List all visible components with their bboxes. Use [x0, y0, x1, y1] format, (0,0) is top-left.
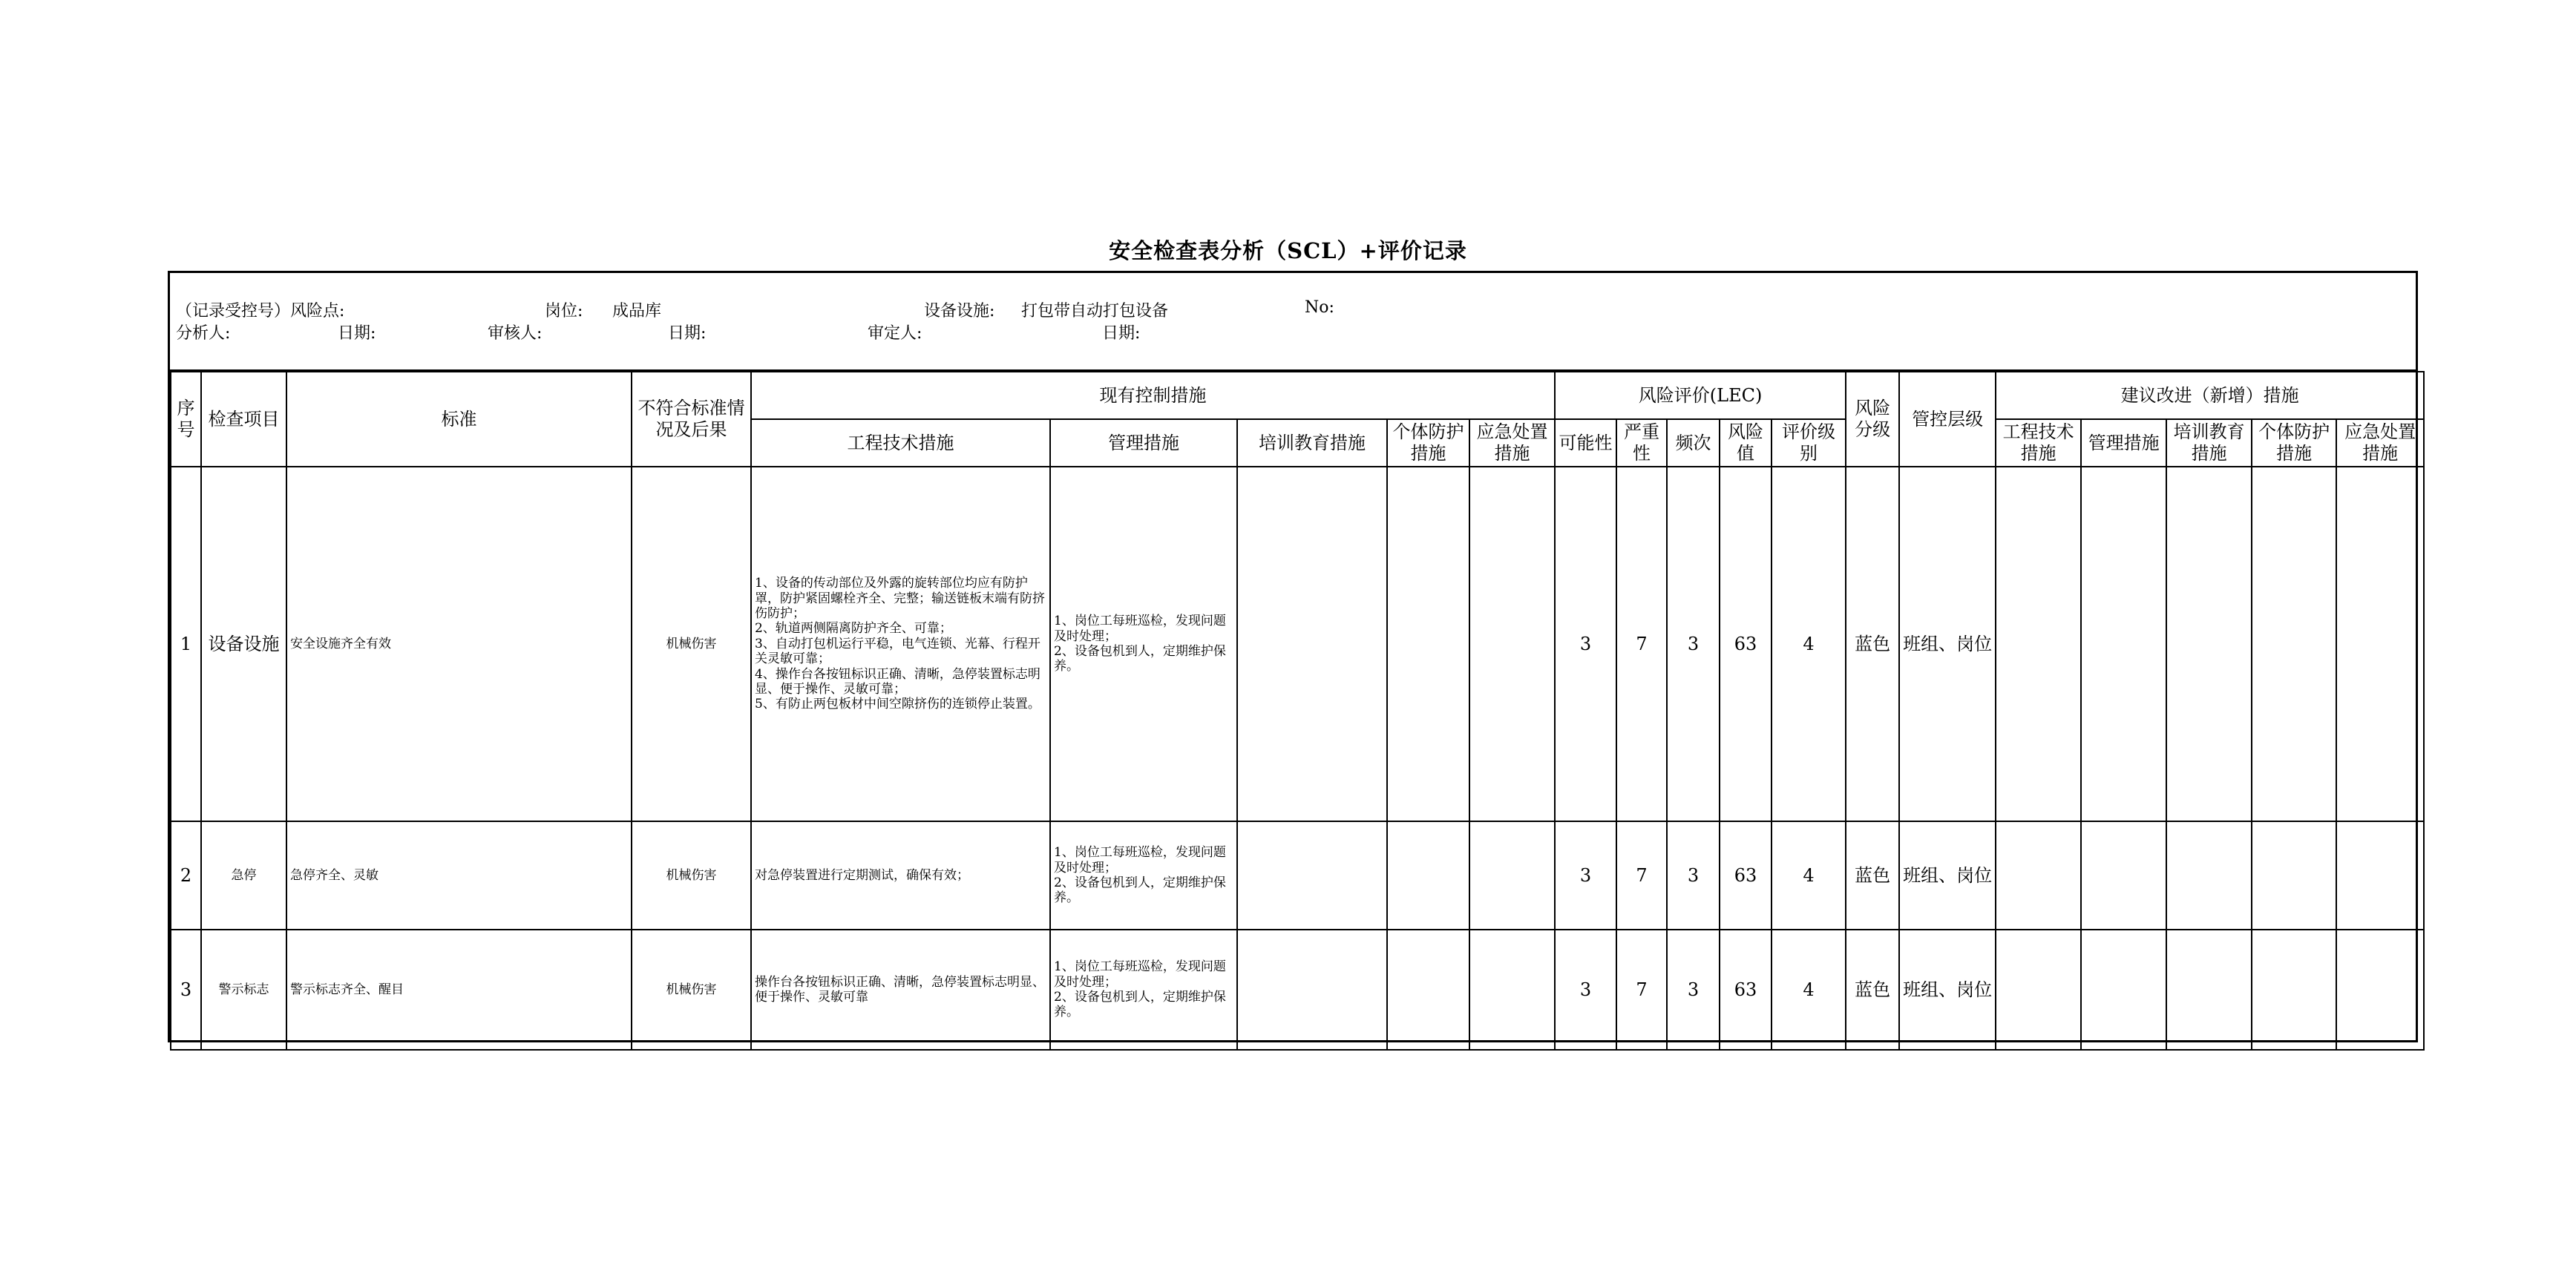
cell-training [1237, 821, 1387, 930]
cell-risk-value: 63 [1720, 930, 1772, 1050]
cell-ppe [1387, 821, 1469, 930]
header-s-ppe: 个体防护措施 [2252, 419, 2336, 467]
cell-emergency [1469, 930, 1555, 1050]
cell-item: 急停 [201, 821, 286, 930]
cell-standard: 警示标志齐全、醒目 [286, 930, 632, 1050]
cell-s-emergency [2336, 930, 2424, 1050]
cell-s-eng [1996, 930, 2081, 1050]
header-l: 可能性 [1555, 419, 1616, 467]
cell-s: 7 [1616, 930, 1667, 1050]
cell-s-ppe [2252, 821, 2336, 930]
header-mgmt: 管理措施 [1050, 419, 1237, 467]
header-emergency: 应急处置措施 [1469, 419, 1555, 467]
cell-s-mgmt [2081, 821, 2166, 930]
header-risk-class: 风险分级 [1846, 372, 1899, 467]
equipment-value: 打包带自动打包设备 [1021, 302, 1169, 321]
cell-nonconform: 机械伤害 [632, 821, 751, 930]
cell-s-ppe [2252, 930, 2336, 1050]
cell-eng: 操作台各按钮标识正确、清晰，急停装置标志明显、便于操作、灵敏可靠 [751, 930, 1050, 1050]
header-training: 培训教育措施 [1237, 419, 1387, 467]
header-control-level: 管控层级 [1899, 372, 1996, 467]
analyst-label: 分析人: [176, 324, 231, 343]
header-risk-eval: 风险评价(LEC) [1555, 372, 1846, 419]
cell-risk-value: 63 [1720, 821, 1772, 930]
cell-item: 警示标志 [201, 930, 286, 1050]
cell-training [1237, 930, 1387, 1050]
header-s-eng: 工程技术措施 [1996, 419, 2081, 467]
header-ppe: 个体防护措施 [1387, 419, 1469, 467]
record-label: （记录受控号）风险点: [176, 302, 345, 321]
approver-label: 审定人: [868, 324, 922, 343]
info-block [170, 273, 2416, 371]
header-s-emergency: 应急处置措施 [2336, 419, 2424, 467]
cell-l: 3 [1555, 821, 1616, 930]
cell-s-emergency [2336, 821, 2424, 930]
cell-nonconform: 机械伤害 [632, 467, 751, 821]
cell-ppe [1387, 930, 1469, 1050]
post-label: 岗位: [545, 302, 583, 321]
cell-seq: 3 [171, 930, 201, 1050]
cell-control-level: 班组、岗位 [1899, 467, 1996, 821]
cell-emergency [1469, 821, 1555, 930]
header-item: 检查项目 [201, 372, 286, 467]
date-label-3: 日期: [1102, 324, 1141, 343]
date-label-1: 日期: [338, 324, 376, 343]
cell-eng: 对急停装置进行定期测试，确保有效； [751, 821, 1050, 930]
header-s-mgmt: 管理措施 [2081, 419, 2166, 467]
cell-risk-class: 蓝色 [1846, 930, 1899, 1050]
cell-mgmt: 1、岗位工每班巡检，发现问题及时处理； 2、设备包机到人，定期维护保养。 [1050, 467, 1237, 821]
cell-s: 7 [1616, 821, 1667, 930]
cell-emergency [1469, 467, 1555, 821]
cell-ppe [1387, 467, 1469, 821]
cell-s-eng [1996, 467, 2081, 821]
cell-s-ppe [2252, 467, 2336, 821]
cell-f: 3 [1667, 467, 1720, 821]
header-nonconform: 不符合标准情 况及后果 [632, 372, 751, 467]
cell-control-level: 班组、岗位 [1899, 821, 1996, 930]
scl-sheet [168, 271, 2418, 1042]
header-f: 频次 [1667, 419, 1720, 467]
page-title: 安全检查表分析（SCL）+评价记录 [1109, 238, 1467, 263]
cell-nonconform: 机械伤害 [632, 930, 751, 1050]
cell-standard: 安全设施齐全有效 [286, 467, 632, 821]
cell-risk-class: 蓝色 [1846, 467, 1899, 821]
cell-s-eng [1996, 821, 2081, 930]
table-row [171, 821, 2424, 930]
table-row [171, 930, 2424, 1050]
header-seq: 序号 [171, 372, 201, 467]
reviewer-label: 审核人: [488, 324, 543, 343]
header-eval-level: 评价级别 [1772, 419, 1846, 467]
cell-standard: 急停齐全、灵敏 [286, 821, 632, 930]
cell-f: 3 [1667, 821, 1720, 930]
header-standard: 标准 [286, 372, 632, 467]
date-label-2: 日期: [668, 324, 707, 343]
cell-s-emergency [2336, 467, 2424, 821]
header-s: 严重性 [1616, 419, 1667, 467]
cell-l: 3 [1555, 467, 1616, 821]
cell-training [1237, 467, 1387, 821]
no-label: No: [1305, 298, 1334, 317]
cell-control-level: 班组、岗位 [1899, 930, 1996, 1050]
cell-s-training [2166, 467, 2252, 821]
cell-s-training [2166, 930, 2252, 1050]
header-s-training: 培训教育措施 [2166, 419, 2252, 467]
cell-eval-level: 4 [1772, 930, 1846, 1050]
cell-eng: 1、设备的传动部位及外露的旋转部位均应有防护罩，防护紧固螺栓齐全、完整；输送链板末端有防挤伤防护； 2、轨道两侧隔离防护齐全、可靠； 3、自动打包机运行平稳，电气连锁、光幕、行程开关灵敏可靠； 4、操作台各按钮标识正确、清晰，急停装置标志明显、便于操作、灵敏可靠； 5、有防止两包板材中间空隙挤伤的连锁停止装置。 [751, 467, 1050, 821]
equipment-label: 设备设施: [924, 302, 995, 321]
cell-l: 3 [1555, 930, 1616, 1050]
cell-f: 3 [1667, 930, 1720, 1050]
header-suggest: 建议改进（新增）措施 [1996, 372, 2424, 419]
header-current-controls: 现有控制措施 [751, 372, 1555, 419]
cell-mgmt: 1、岗位工每班巡检，发现问题及时处理； 2、设备包机到人，定期维护保养。 [1050, 821, 1237, 930]
cell-s-training [2166, 821, 2252, 930]
cell-seq: 2 [171, 821, 201, 930]
cell-eval-level: 4 [1772, 821, 1846, 930]
cell-s-mgmt [2081, 467, 2166, 821]
cell-item: 设备设施 [201, 467, 286, 821]
cell-risk-class: 蓝色 [1846, 821, 1899, 930]
cell-seq: 1 [171, 467, 201, 821]
cell-s-mgmt [2081, 930, 2166, 1050]
cell-s: 7 [1616, 467, 1667, 821]
header-risk-value: 风险值 [1720, 419, 1772, 467]
cell-eval-level: 4 [1772, 467, 1846, 821]
cell-mgmt: 1、岗位工每班巡检，发现问题及时处理； 2、设备包机到人，定期维护保养。 [1050, 930, 1237, 1050]
scl-table [170, 371, 2425, 1051]
table-row [171, 467, 2424, 821]
cell-risk-value: 63 [1720, 467, 1772, 821]
header-eng: 工程技术措施 [751, 419, 1050, 467]
post-value: 成品库 [612, 302, 662, 321]
